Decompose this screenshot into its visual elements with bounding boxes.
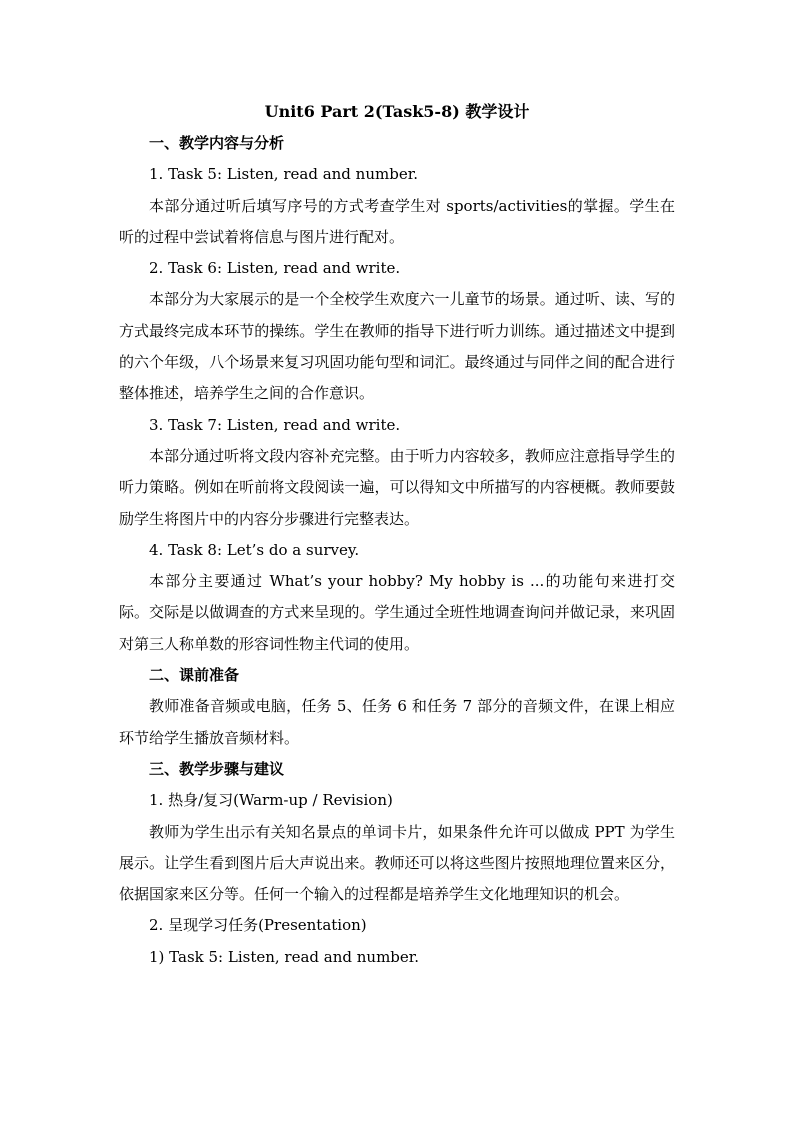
document-page xyxy=(119,98,675,973)
task5-description: 本部分通过听后填写序号的方式考查学生对 sports/activities的掌握。学生在听的过程中尝试着将信息与图片进行配对。 xyxy=(119,196,675,246)
preparation-description: 教师准备音频或电脑，任务 5、任务 6 和任务 7 部分的音频文件，在课上相应环节给学生播放音频材料。 xyxy=(119,697,675,747)
warmup-step-label: 1. 热身/复习(Warm-up / Revision) xyxy=(149,791,393,810)
task6-description: 本部分为大家展示的是一个全校学生欢度六一儿童节的场景。通过听、读、写的方式最终完成本环节的操练。学生在教师的指导下进行听力训练。通过描述文中提到的六个年级，八个场景来复习巩固功能句型和词汇。最终通过与同伴之间的配合进行整体推述，培养学生之间的合作意识。 xyxy=(119,290,675,403)
document-title: Unit6 Part 2(Task5-8) 教学设计 xyxy=(264,102,530,121)
task7-description: 本部分通过听将文段内容补充完整。由于听力内容较多，教师应注意指导学生的听力策略。例如在听前将文段阅读一遍，可以得知文中所描写的内容梗概。教师要鼓励学生将图片中的内容分步骤进行完整表达。 xyxy=(119,446,675,528)
task5-label: 1. Task 5: Listen, read and number. xyxy=(149,165,418,184)
task8-description: 本部分主要通过 What’s your hobby? My hobby is ...的功能句来进打交际。交际是以做调查的方式来呈现的。学生通过全班性地调查询问并做记录，来巩固对第三人称单数的形容词性物主代词的使用。 xyxy=(119,572,675,653)
presentation-substep-task5: 1) Task 5: Listen, read and number. xyxy=(149,947,420,966)
warmup-step-description: 教师为学生出示有关知名景点的单词卡片，如果条件允许可以做成 PPT 为学生展示。让学生看到图片后大声说出来。教师还可以将这些图片按照地理位置来区分，依据国家来区分等。任何一个输入的过程都是培养学生文化地理知识的机会。 xyxy=(119,822,675,904)
task8-label: 4. Task 8: Let’s do a survey. xyxy=(149,540,360,559)
section-heading-preparation: 二、课前准备 xyxy=(149,666,240,685)
section-heading-teaching-steps: 三、教学步骤与建议 xyxy=(149,759,285,778)
task7-label: 3. Task 7: Listen, read and write. xyxy=(149,415,401,434)
task6-label: 2. Task 6: Listen, read and write. xyxy=(149,259,401,278)
presentation-step-label: 2. 呈现学习任务(Presentation) xyxy=(149,916,367,935)
section-heading-content-analysis: 一、教学内容与分析 xyxy=(149,134,285,152)
